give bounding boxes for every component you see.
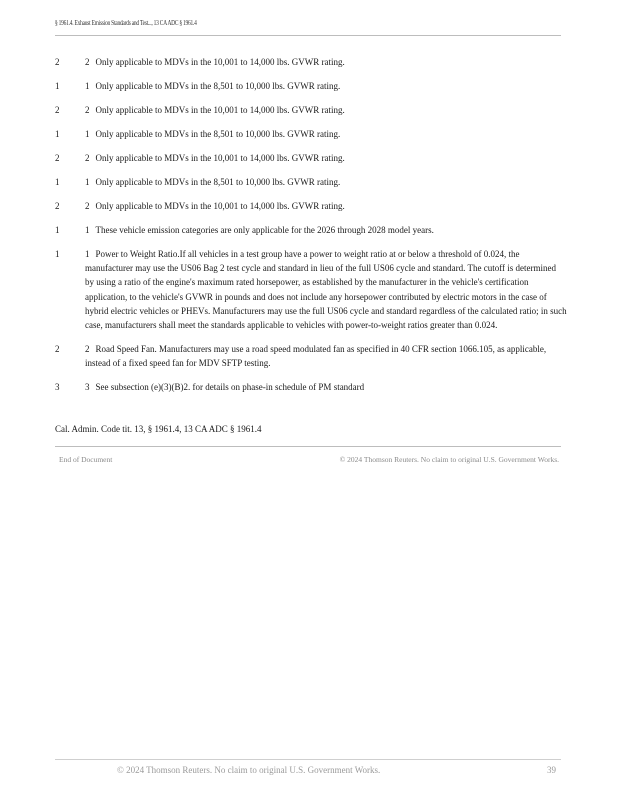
footnote-text: Only applicable to MDVs in the 8,501 to 10,000 lbs. GVWR rating. bbox=[95, 129, 341, 139]
footnote-text: Only applicable to MDVs in the 10,001 to 14,000 lbs. GVWR rating. bbox=[95, 105, 345, 115]
footnote-number: 3 bbox=[55, 382, 60, 393]
footnote-marker: 1 bbox=[85, 177, 90, 187]
end-copyright: © 2024 Thomson Reuters. No claim to original U.S. Government Works. bbox=[339, 455, 559, 464]
footnote-marker: 1 bbox=[85, 129, 90, 139]
footnote-marker: 2 bbox=[85, 57, 90, 67]
footnote bbox=[55, 127, 567, 141]
footnote-text: Road Speed Fan. Manufacturers may use a road speed modulated fan as specified in 40 CFR section 1066.105, as applicable, instead of a fixed speed fan for MDV SFTP testing. bbox=[85, 344, 547, 369]
footnote-marker: 1 bbox=[85, 249, 90, 259]
header-divider bbox=[55, 35, 561, 36]
footnote-text: See subsection (e)(3)(B)2. for details on phase-in schedule of PM standard bbox=[95, 382, 365, 393]
footnote-number: 2 bbox=[55, 153, 60, 163]
footnote bbox=[55, 342, 567, 370]
footnote bbox=[55, 55, 567, 69]
footnote bbox=[55, 151, 567, 165]
footnote-marker: 2 bbox=[85, 344, 90, 355]
footnote-text: Only applicable to MDVs in the 10,001 to 14,000 lbs. GVWR rating. bbox=[95, 201, 345, 211]
footnote bbox=[55, 223, 567, 237]
footnote-marker: 1 bbox=[85, 81, 90, 91]
running-header: § 1961.4. Exhaust Emission Standards and Test..., 13 CA ADC § 1961.4 bbox=[55, 19, 197, 27]
footnote-text: These vehicle emission categories are only applicable for the 2026 through 2028 model years. bbox=[95, 225, 434, 235]
citation: Cal. Admin. Code tit. 13, § 1961.4, 13 CA ADC § 1961.4 bbox=[55, 424, 262, 434]
footnote-number: 1 bbox=[55, 225, 60, 235]
footnote bbox=[55, 247, 567, 332]
footnote bbox=[55, 79, 567, 93]
footnote-text: Only applicable to MDVs in the 8,501 to 10,000 lbs. GVWR rating. bbox=[95, 177, 341, 187]
footnote-text: Only applicable to MDVs in the 10,001 to 14,000 lbs. GVWR rating. bbox=[95, 57, 345, 67]
footnote bbox=[55, 380, 567, 394]
end-divider bbox=[55, 446, 561, 447]
footnote bbox=[55, 103, 567, 117]
footnote-marker: 2 bbox=[85, 201, 90, 211]
footnote bbox=[55, 199, 567, 213]
footnote-text: Only applicable to MDVs in the 8,501 to 10,000 lbs. GVWR rating. bbox=[95, 81, 341, 91]
footnote-number: 2 bbox=[55, 57, 60, 67]
footer-divider bbox=[55, 759, 561, 760]
footer-copyright: © 2024 Thomson Reuters. No claim to original U.S. Government Works. bbox=[117, 765, 381, 775]
footnote-number: 2 bbox=[55, 105, 60, 115]
footnote-marker: 1 bbox=[85, 225, 90, 235]
footnote-text: Only applicable to MDVs in the 10,001 to 14,000 lbs. GVWR rating. bbox=[95, 153, 345, 163]
footnote-number: 1 bbox=[55, 177, 60, 187]
footnote-number: 1 bbox=[55, 81, 60, 91]
page-number: 39 bbox=[547, 765, 556, 775]
footnote-marker: 2 bbox=[85, 153, 90, 163]
end-of-document-label: End of Document bbox=[59, 455, 113, 464]
footnote-marker: 3 bbox=[85, 382, 90, 393]
footnote-number: 1 bbox=[55, 129, 60, 139]
footnotes-list bbox=[55, 55, 567, 404]
footnote-number: 2 bbox=[55, 344, 60, 355]
footnote-number: 2 bbox=[55, 201, 60, 211]
footnote-number: 1 bbox=[55, 249, 60, 259]
footnote-text: Power to Weight Ratio.If all vehicles in a test group have a power to weight ratio at or below a threshold of 0.024, the manufacturer may use the US06 Bag 2 test cycle and standard in lieu of the full US06 cycle and standard. The cutoff is determined by using a ratio of the engine's maximum rated horsepower, as established by the manufacturer in the vehicle's certification application, to the vehicle's GVWR in pounds and does not include any horsepower contributed by electric motors in the case of hybrid electric vehicles or PHEVs. Manufacturers may use the full US06 cycle and standard regardless of the calculated ratio; in such case, manufacturers shall meet the standards applicable to vehicles with power-to-weight ratios greater than 0.024. bbox=[85, 249, 567, 331]
footnote bbox=[55, 175, 567, 189]
footnote-marker: 2 bbox=[85, 105, 90, 115]
